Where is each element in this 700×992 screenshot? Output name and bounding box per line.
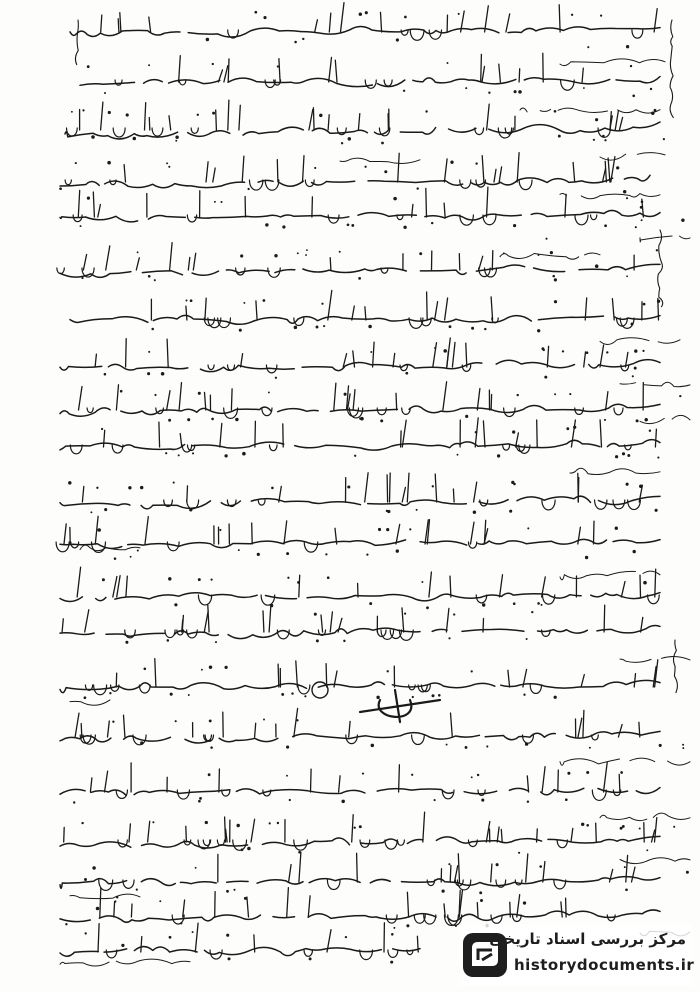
watermark-url: historydocuments.ir — [514, 956, 695, 974]
watermark-title: مرکز بررسی اسناد تاریخی — [489, 930, 686, 948]
archive-watermark — [460, 924, 695, 986]
